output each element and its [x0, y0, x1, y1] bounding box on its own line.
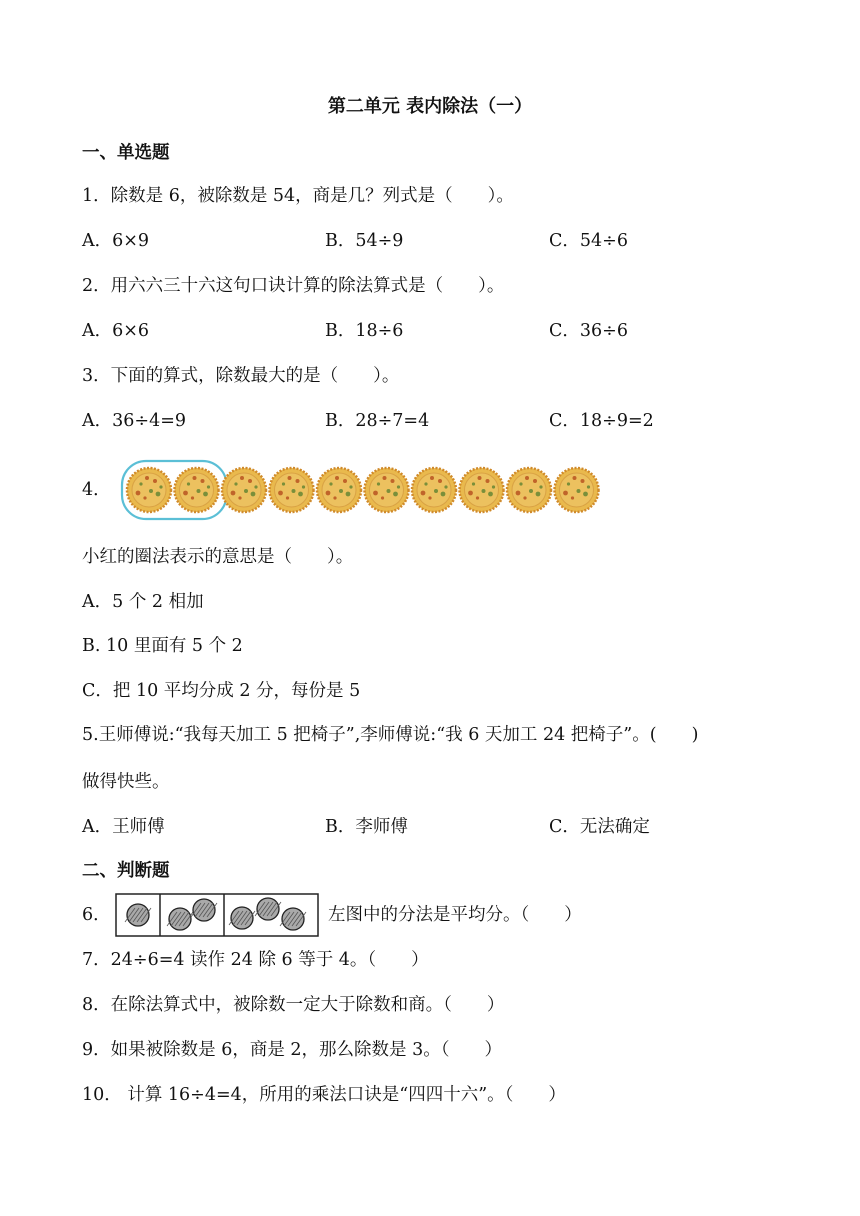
question-2-option-c[interactable]: C．36÷6	[549, 321, 628, 341]
question-1-option-a[interactable]: A．6×9	[82, 231, 150, 251]
question-3-option-a[interactable]: A．36÷4=9	[82, 411, 187, 431]
question-3-options	[82, 409, 782, 433]
question-3-option-c[interactable]: C．18÷9=2	[549, 411, 654, 431]
question-4-option-a[interactable]: A．5 个 2 相加	[82, 592, 204, 612]
question-5-text-line-1: 5.王师傅说:“我每天加工 5 把椅子”,李师傅说:“我 6 天加工 24 把椅子”。( )	[82, 725, 699, 745]
page-title: 第二单元 表内除法（一）	[327, 96, 533, 117]
question-7-text: 7．24÷6=4 读作 24 除 6 等于 4。（ ）	[82, 950, 429, 970]
question-5-option-c[interactable]: C．无法确定	[549, 817, 650, 837]
cookie-icon	[507, 468, 551, 512]
cookie-icon	[460, 468, 504, 512]
question-2-options	[82, 319, 782, 343]
cookie-icon	[127, 468, 171, 512]
cookie-icon	[412, 468, 456, 512]
cookie-icon	[317, 468, 361, 512]
question-4-option-b[interactable]: B. 10 里面有 5 个 2	[82, 636, 243, 656]
question-5-option-b[interactable]: B．李师傅	[325, 817, 408, 837]
section-heading-single-choice: 一、单选题	[82, 143, 170, 163]
cookie-icon	[555, 468, 599, 512]
question-1-text: 1．除数是 6，被除数是 54，商是几？列式是（ ）。	[82, 186, 514, 206]
question-9-text: 9．如果被除数是 6，商是 2，那么除数是 3。（ ）	[82, 1040, 502, 1060]
question-4-option-c[interactable]: C．把 10 平均分成 2 分，每份是 5	[82, 681, 361, 701]
question-4-number: 4．	[82, 480, 111, 500]
question-4-text: 小红的圈法表示的意思是（ ）。	[82, 547, 354, 567]
section-heading-true-false: 二、判断题	[82, 861, 170, 881]
question-10-text: 10． 计算 16÷4=4，所用的乘法口诀是“四四十六”。（ ）	[82, 1085, 566, 1105]
cookie-icon	[175, 468, 219, 512]
cookie-icon	[222, 468, 266, 512]
question-2-option-b[interactable]: B．18÷6	[325, 321, 404, 341]
cookie-icon	[365, 468, 409, 512]
cookie-row-image	[118, 458, 608, 522]
question-5-options	[82, 815, 782, 839]
question-1-options	[82, 229, 782, 253]
question-1-option-b[interactable]: B．54÷9	[325, 231, 404, 251]
cookie-icon	[270, 468, 314, 512]
question-5-option-a[interactable]: A．王师傅	[82, 817, 165, 837]
question-2-option-a[interactable]: A．6×6	[82, 321, 150, 341]
question-3-text: 3．下面的算式，除数最大的是（ ）。	[82, 366, 400, 386]
question-1-option-c[interactable]: C．54÷6	[549, 231, 628, 251]
question-2-text: 2．用六六三十六这句口诀计算的除法算式是（ ）。	[82, 276, 505, 296]
question-3-option-b[interactable]: B．28÷7=4	[325, 411, 430, 431]
question-6-number: 6．	[82, 905, 111, 925]
question-6-text: 左图中的分法是平均分。（ ）	[328, 905, 582, 925]
question-8-text: 8．在除法算式中，被除数一定大于除数和商。（ ）	[82, 995, 505, 1015]
ball-groups-image	[115, 893, 319, 937]
question-5-text-line-2: 做得快些。	[82, 772, 170, 792]
